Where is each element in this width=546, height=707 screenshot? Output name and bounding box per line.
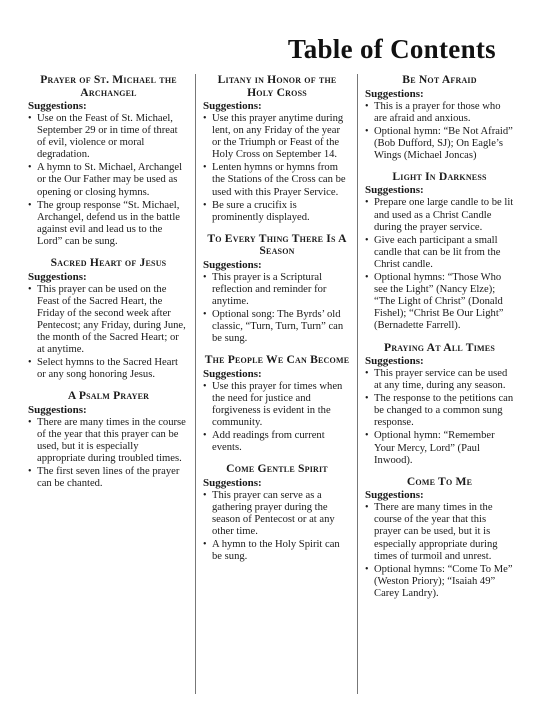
suggestion-item: • Optional hymns: “Come To Me” (Weston Priory); “Isaiah 49” Carey Landry). xyxy=(365,564,514,600)
suggestions-label: Suggestions: xyxy=(28,270,87,283)
suggestion-list xyxy=(203,381,351,455)
section-title: Light In Darkness xyxy=(392,169,487,183)
section-title: To Every Thing There Is A Season xyxy=(207,231,347,258)
section-title: Come Gentle Spirit xyxy=(226,462,328,476)
suggestion-item: • This is a prayer for those who are afraid and anxious. xyxy=(365,101,514,125)
suggestions-label: Suggestions: xyxy=(203,367,262,380)
suggestions-label: Suggestions: xyxy=(203,476,262,489)
toc-section xyxy=(365,476,514,600)
section-title: Praying At All Times xyxy=(384,340,495,354)
suggestion-item: • Use on the Feast of St. Michael, September 29 or in time of threat of evil, violence or moral degradation. xyxy=(28,113,189,161)
suggestion-list xyxy=(28,417,189,491)
page-title: Table of Contents xyxy=(287,34,496,64)
section-title: A Psalm Prayer xyxy=(67,389,150,403)
suggestion-item: • The first seven lines of the prayer can be chanted. xyxy=(28,466,189,490)
toc-section xyxy=(28,74,189,248)
suggestion-item: • Add readings from current events. xyxy=(203,430,351,454)
suggestion-item: • Give each participant a small candle that can be lit from the Christ candle. xyxy=(365,235,514,271)
suggestions-label: Suggestions: xyxy=(365,489,424,502)
suggestion-item: • Lenten hymns or hymns from the Stations of the Cross can be used with this Prayer Service. xyxy=(203,162,351,198)
section-title: Sacred Heart of Jesus xyxy=(50,256,167,270)
suggestions-label: Suggestions: xyxy=(365,355,424,367)
section-title: Prayer of St. Michael the Archangel xyxy=(40,73,177,99)
suggestion-item: • Optional hymn: “Remember Your Mercy, Lord” (Paul Inwood). xyxy=(365,430,514,466)
suggestion-list xyxy=(365,502,514,600)
suggestions-label: Suggestions: xyxy=(365,87,424,100)
suggestion-item: • Use this prayer anytime during lent, on any Friday of the year or the Triumph or Feast of the Holy Cross on September 14. xyxy=(203,113,351,161)
suggestion-item: • The response to the petitions can be changed to a common sung response. xyxy=(365,393,514,429)
suggestions-label: Suggestions: xyxy=(365,184,424,197)
toc-section xyxy=(365,171,514,333)
suggestion-item: • This prayer service can be used at any time, during any season. xyxy=(365,368,514,392)
toc-columns xyxy=(26,74,520,694)
suggestion-item: • A hymn to St. Michael, Archangel or the Our Father may be used as opening or closing hymns. xyxy=(28,162,189,198)
section-title: The People We Can Become xyxy=(204,353,350,367)
suggestion-item: • Be sure a crucifix is prominently displayed. xyxy=(203,200,351,224)
suggestion-list xyxy=(28,284,189,382)
suggestion-item: • Select hymns to the Sacred Heart or any song honoring Jesus. xyxy=(28,357,189,381)
suggestion-item: • Prepare one large candle to be lit and used as a Christ Candle during the prayer service. xyxy=(365,197,514,233)
toc-section xyxy=(365,74,514,162)
suggestion-list xyxy=(365,368,514,467)
suggestion-item: • This prayer can be used on the Feast of the Sacred Heart, the Friday of the second week after Pentecost; any Friday, during June, the month of the Sacred Heart; or at anytime. xyxy=(28,284,189,357)
toc-section xyxy=(203,233,351,346)
suggestion-list xyxy=(203,272,351,346)
toc-section xyxy=(28,257,189,381)
suggestion-item: • There are many times in the course of the year that this prayer can be used, but it is especially appropriate during troubled times. xyxy=(28,417,189,465)
section-title: Litany in Honor of the Holy Cross xyxy=(217,73,337,99)
suggestions-label: Suggestions: xyxy=(203,258,262,271)
section-title: Be Not Afraid xyxy=(402,73,477,86)
suggestion-item: • Optional song: The Byrds’ old classic, “Turn, Turn, Turn” can be sung. xyxy=(203,309,351,345)
toc-column-3 xyxy=(358,74,520,694)
suggestion-list xyxy=(28,113,189,248)
toc-section xyxy=(203,74,351,224)
suggestion-list xyxy=(203,113,351,224)
suggestions-label: Suggestions: xyxy=(28,100,87,112)
suggestion-item: • The group response “St. Michael, Archangel, defend us in the battle against evil and lead us to the Lord” can be sung. xyxy=(28,200,189,248)
toc-section xyxy=(28,390,189,490)
suggestion-item: • This prayer is a Scriptural reflection and reminder for anytime. xyxy=(203,272,351,308)
suggestion-list xyxy=(365,101,514,162)
suggestion-list xyxy=(365,197,514,332)
suggestion-list xyxy=(203,490,351,564)
suggestions-label: Suggestions: xyxy=(28,403,87,416)
suggestions-label: Suggestions: xyxy=(203,100,262,112)
toc-section xyxy=(365,342,514,467)
suggestion-item: • There are many times in the course of the year that this prayer can be used, but it is especially appropriate during times of turmoil and unrest. xyxy=(365,502,514,562)
toc-section xyxy=(203,463,351,563)
toc-section xyxy=(203,354,351,454)
suggestion-item: • Optional hymn: “Be Not Afraid” (Bob Dufford, SJ); On Eagle’s Wings (Michael Joncas) xyxy=(365,126,514,162)
suggestion-item: • A hymn to the Holy Spirit can be sung. xyxy=(203,539,351,563)
toc-column-2 xyxy=(196,74,358,694)
section-title: Come To Me xyxy=(406,474,473,488)
suggestion-item: • This prayer can serve as a gathering prayer during the season of Pentecost or at any other time. xyxy=(203,490,351,538)
toc-column-1 xyxy=(26,74,196,694)
suggestion-item: • Optional hymns: “Those Who see the Light” (Nancy Elze); “The Light of Christ” (Donald Fishel); “Christ Be Our Light” (Bernadette Farrell). xyxy=(365,272,514,332)
suggestion-item: • Use this prayer for times when the need for justice and forgiveness is evident in the community. xyxy=(203,381,351,429)
